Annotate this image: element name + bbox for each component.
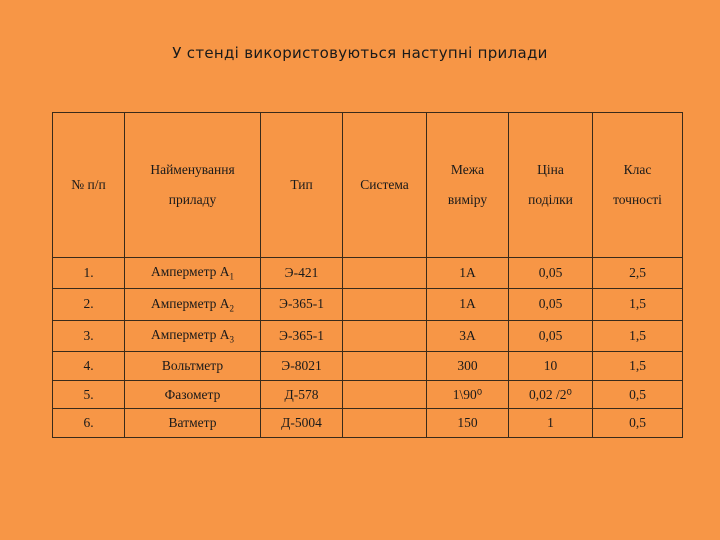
cell-class: 2,5 <box>593 257 683 288</box>
cell-class: 1,5 <box>593 352 683 381</box>
cell-price: 0,05 <box>509 289 593 320</box>
header-type-label: Тип <box>290 176 313 192</box>
instrument-name: Вольтметр <box>161 357 224 373</box>
cell-name <box>125 257 261 288</box>
cell-type: Д-5004 <box>261 409 343 438</box>
cell-limit: 300 <box>427 352 509 381</box>
header-name-line1: Найменування <box>150 161 235 177</box>
header-class <box>593 113 683 258</box>
cell-name <box>125 289 261 320</box>
cell-price: 0,05 <box>509 320 593 351</box>
cell-type: Э-365-1 <box>261 320 343 351</box>
cell-limit: 3А <box>427 320 509 351</box>
header-name-line2: приладу <box>168 191 217 207</box>
table-row <box>53 289 683 320</box>
cell-system <box>343 409 427 438</box>
cell-class: 0,5 <box>593 380 683 409</box>
cell-class: 0,5 <box>593 409 683 438</box>
table-body <box>53 257 683 437</box>
cell-system <box>343 352 427 381</box>
cell-num: 2. <box>53 289 125 320</box>
header-price-line2: поділки <box>528 191 573 207</box>
cell-num: 6. <box>53 409 125 438</box>
instrument-index: 3 <box>229 334 235 345</box>
table-row <box>53 380 683 409</box>
header-limit <box>427 113 509 258</box>
header-system <box>343 113 427 258</box>
header-price-line1: Ціна <box>537 161 564 177</box>
cell-limit: 1А <box>427 289 509 320</box>
cell-num: 3. <box>53 320 125 351</box>
cell-name <box>125 380 261 409</box>
table-row <box>53 257 683 288</box>
cell-system <box>343 380 427 409</box>
header-type <box>261 113 343 258</box>
table-header-row <box>53 113 683 258</box>
cell-num: 4. <box>53 352 125 381</box>
cell-type: Э-365-1 <box>261 289 343 320</box>
header-limit-line1: Межа <box>450 161 485 177</box>
header-class-line2: точності <box>613 191 662 207</box>
cell-type: Э-8021 <box>261 352 343 381</box>
instrument-name: Амперметр А <box>150 264 230 280</box>
cell-class: 1,5 <box>593 320 683 351</box>
cell-limit: 150 <box>427 409 509 438</box>
cell-num: 5. <box>53 380 125 409</box>
cell-system <box>343 289 427 320</box>
cell-system <box>343 257 427 288</box>
instrument-index: 1 <box>229 271 235 282</box>
header-system-label: Система <box>360 176 409 192</box>
cell-type: Э-421 <box>261 257 343 288</box>
table-row <box>53 352 683 381</box>
cell-class: 1,5 <box>593 289 683 320</box>
instrument-name: Фазометр <box>164 386 221 402</box>
cell-price: 1 <box>509 409 593 438</box>
header-number-label: № п/п <box>71 176 106 192</box>
header-price <box>509 113 593 258</box>
instrument-name: Амперметр А <box>150 295 230 311</box>
cell-name <box>125 352 261 381</box>
cell-price: 0,05 <box>509 257 593 288</box>
header-name <box>125 113 261 258</box>
cell-limit: 1\90⁰ <box>427 380 509 409</box>
cell-system <box>343 320 427 351</box>
cell-price: 10 <box>509 352 593 381</box>
header-limit-line2: виміру <box>447 191 488 207</box>
cell-num: 1. <box>53 257 125 288</box>
header-number <box>53 113 125 258</box>
table-row <box>53 320 683 351</box>
cell-limit: 1А <box>427 257 509 288</box>
header-class-line1: Клас <box>623 161 652 177</box>
cell-name <box>125 409 261 438</box>
cell-name <box>125 320 261 351</box>
slide-title: У стенді використовуються наступні прилади <box>172 44 548 62</box>
cell-type: Д-578 <box>261 380 343 409</box>
instruments-table <box>52 112 683 438</box>
instrument-index: 2 <box>229 303 235 314</box>
instrument-name: Ватметр <box>168 415 217 431</box>
cell-price: 0,02 /2⁰ <box>509 380 593 409</box>
instrument-name: Амперметр А <box>150 327 230 343</box>
table-row <box>53 409 683 438</box>
